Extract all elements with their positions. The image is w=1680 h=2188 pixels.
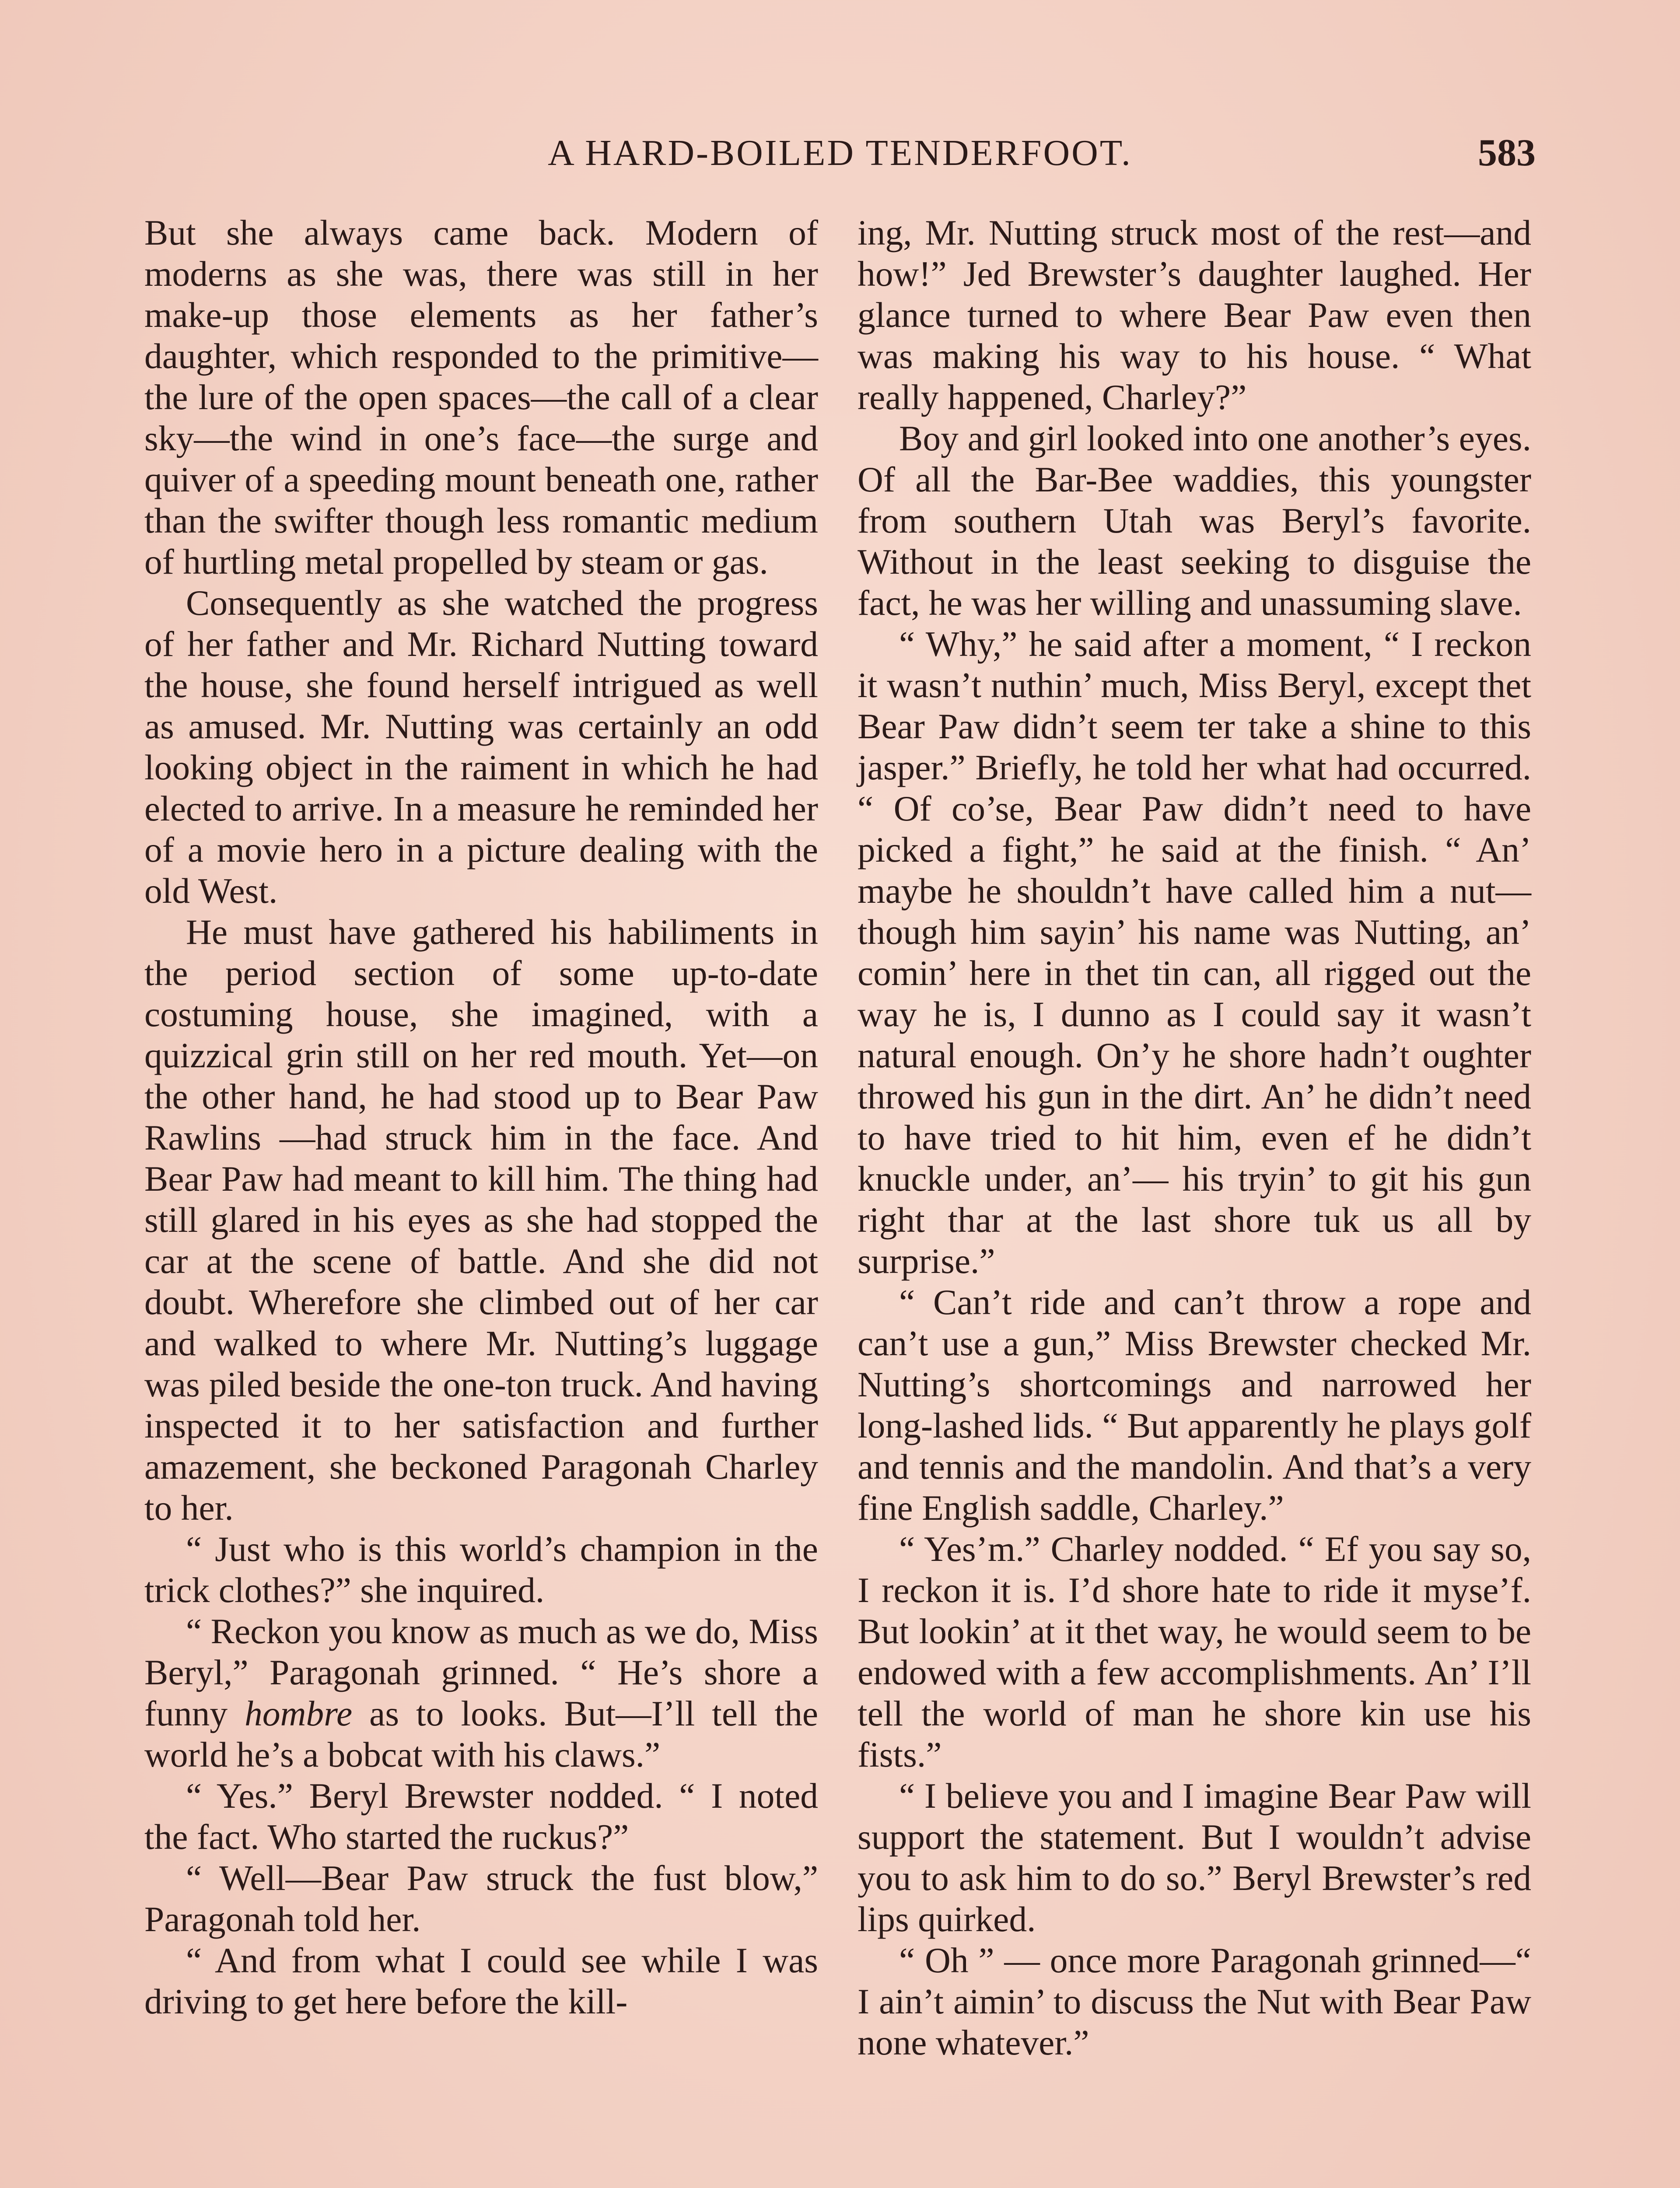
paragraph: Boy and girl looked into one another’s eyes. Of all the Bar-Bee waddies, this youngster from southern Utah was Beryl’s favorite. Without in the least seeking to disguise the fact, he was her willing and unassuming slave. xyxy=(858,418,1531,623)
paragraph: “ I believe you and I imagine Bear Paw will support the statement. But I wouldn’t advise you to ask him to do so.” Beryl Brewster’s red lips quirked. xyxy=(858,1776,1531,1939)
paragraph: “ Can’t ride and can’t throw a rope and can’t use a gun,” Miss Brewster checked Mr. Nutting’s shortcomings and narrowed her long-lashed lids. “ But apparently he plays golf and tennis and the mandolin. And that’s a very fine English saddle, Charley.” xyxy=(858,1282,1531,1528)
paragraph: “ Why,” he said after a moment, “ I reckon it wasn’t nuthin’ much, Miss Beryl, except thet Bear Paw didn’t seem ter take a shine to this jasper.” Briefly, he told her what had occurred. “ Of co’se, Bear Paw didn’t need to have picked a fight,” he said at the finish. “ An’ maybe he shouldn’t have called him a nut—though him sayin’ his name was Nutting, an’ comin’ here in thet tin can, all rigged out the way he is, I dunno as I could say it wasn’t natural enough. On’y he shore hadn’t oughter throwed his gun in the dirt. An’ he didn’t need to have tried to hit him, even ef he didn’t knuckle under, an’— his tryin’ to git his gun right thar at the last shore tuk us all by surprise.” xyxy=(858,624,1531,1281)
paragraph: “ Yes’m.” Charley nodded. “ Ef you say so, I reckon it is. I’d shore hate to ride it myse’f. But lookin’ at it thet way, he would seem to be endowed with a few accomplishments. An’ I’ll tell the world of man he shore kin use his fists.” xyxy=(858,1529,1531,1774)
paragraph: “ Well—Bear Paw struck the fust blow,” Paragonah told her. xyxy=(144,1858,818,1939)
running-title: A HARD-BOILED TENDERFOOT. xyxy=(548,133,1132,173)
italic-word: hombre xyxy=(245,1694,353,1733)
text-column-left xyxy=(144,212,818,2022)
paragraph: “ And from what I could see while I was driving to get here before the kill- xyxy=(144,1940,818,2021)
text-column-right xyxy=(858,212,1531,2063)
paragraph: But she always came back. Modern of moderns as she was, there was still in her make-up those elements as her father’s daughter, which responded to the primitive—the lure of the open spaces—the call of a clear sky—the wind in one’s face—the surge and quiver of a speeding mount beneath one, rather than the swifter though less romantic medium of hurtling metal propelled by steam or gas. xyxy=(144,213,818,582)
paragraph: ing, Mr. Nutting struck most of the rest—and how!” Jed Brewster’s daughter laughed. Her glance turned to where Bear Paw even then was making his way to his house. “ What really happened, Charley?” xyxy=(858,213,1531,417)
paragraph-text: “ Reckon you know as much as we do, Miss Beryl,” Paragonah grinned. “ He’s shore a funny xyxy=(144,1611,818,1733)
page-number: 583 xyxy=(1478,132,1536,174)
paragraph: “ Oh ” — once more Paragonah grinned—“ I ain’t aimin’ to discuss the Nut with Bear Paw none whatever.” xyxy=(858,1940,1531,2062)
paragraph: “ Yes.” Beryl Brewster nodded. “ I noted the fact. Who started the ruckus?” xyxy=(144,1776,818,1857)
paragraph: He must have gathered his habiliments in the period section of some up-to-date costuming house, she imagined, with a quizzical grin still on her red mouth. Yet—on the other hand, he had stood up to Bear Paw Rawlins —had struck him in the face. And Bear Paw had meant to kill him. The thing had still glared in his eyes as she had stopped the car at the scene of battle. And she did not doubt. Wherefore she climbed out of her car and walked to where Mr. Nutting’s luggage was piled beside the one-ton truck. And having inspected it to her satisfaction and further amazement, she beckoned Paragonah Charley to her. xyxy=(144,912,818,1528)
paragraph: Consequently as she watched the progress of her father and Mr. Richard Nutting toward the house, she found herself intrigued as well as amused. Mr. Nutting was certainly an odd looking object in the raiment in which he had elected to arrive. In a measure he reminded her of a movie hero in a picture dealing with the old West. xyxy=(144,583,818,911)
paragraph: “ Just who is this world’s champion in the trick clothes?” she inquired. xyxy=(144,1529,818,1610)
paragraph-text: as to looks. But—I’ll tell the world he’s a bobcat with his claws.” xyxy=(144,1694,818,1774)
paragraph xyxy=(144,1611,818,1775)
page-header xyxy=(144,129,1536,177)
